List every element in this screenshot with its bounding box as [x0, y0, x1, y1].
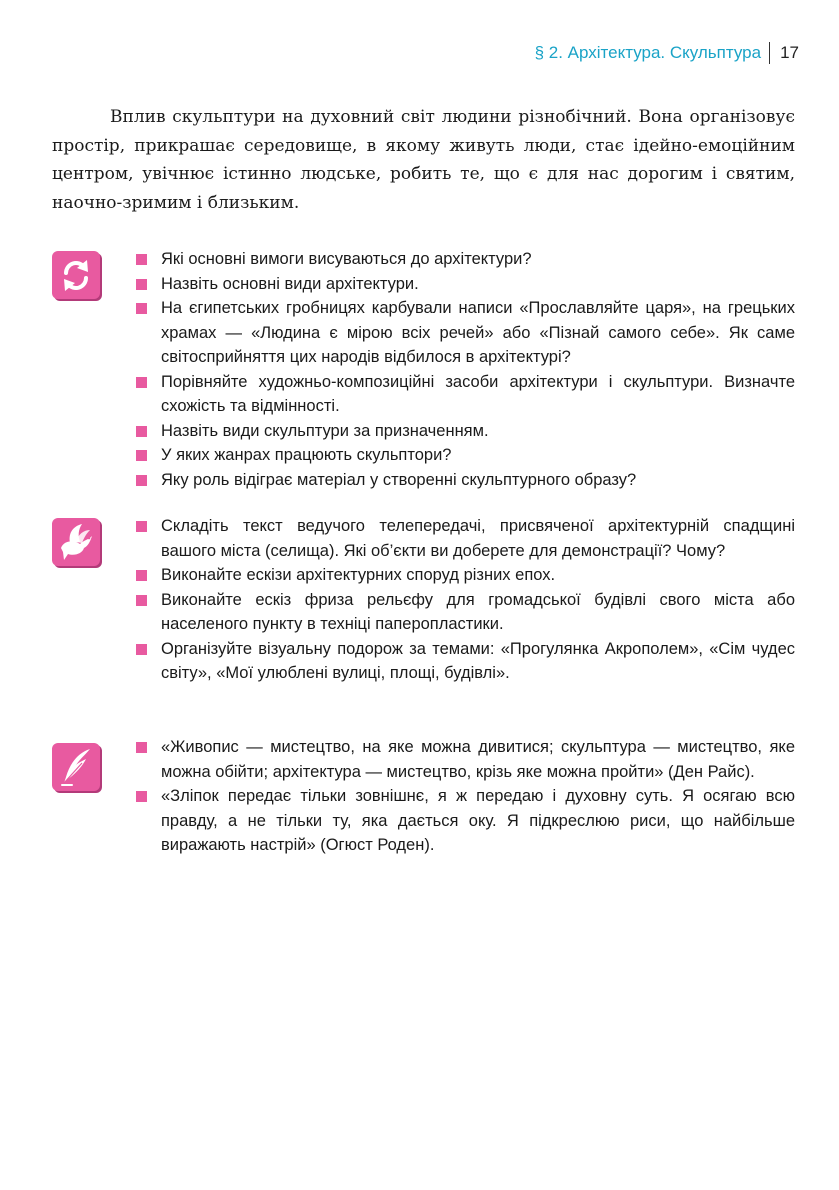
quotes-list — [136, 735, 795, 858]
section-title: § 2. Архітектура. Скульптура — [534, 43, 762, 62]
tasks-block — [52, 514, 795, 714]
task-item: Організуйте візуальну подорож за темами: «Прогулянка Акрополем», «Сім чудес світу», «Мої улюблені вулиці, площі, будівлі». — [136, 637, 795, 686]
quote-item: «Живопис — мистецтво, на яке можна дивитися; скульптура — мистецтво, яке можна обійти; архітектура — мистецтво, крізь яке можна пройти» (Ден Райс). — [136, 735, 795, 784]
quote-item: «Зліпок передає тільки зовнішнє, я ж передаю і духовну суть. Я осягаю всю правду, а не тільки ту, яка дається оку. Я підкреслюю риси, що найбільше виражають настрій» (Огюст Роден). — [136, 784, 795, 858]
header-divider — [769, 42, 770, 64]
running-head — [535, 40, 799, 66]
task-item: Виконайте ескіз фриза рельєфу для громадської будівлі свого міста або населеного пункту в техніці паперопластики. — [136, 588, 795, 637]
question-item: Назвіть види скульптури за призначенням. — [136, 419, 795, 444]
task-item: Виконайте ескізи архітектурних споруд різних епох. — [136, 563, 795, 588]
question-item: Яку роль відіграє матеріал у створенні скульптурного образу? — [136, 468, 795, 493]
quotes-block — [52, 735, 795, 885]
quill-icon — [52, 743, 100, 791]
task-item: Складіть текст ведучого телепередачі, присвяченої архітектурній спадщині вашого міста (селища). Які об’єкти ви доберете для демонстрації? Чому? — [136, 514, 795, 563]
questions-block — [52, 247, 795, 492]
question-item: Назвіть основні види архітектури. — [136, 272, 795, 297]
refresh-icon — [52, 251, 100, 299]
question-item: Які основні вимоги висуваються до архітектури? — [136, 247, 795, 272]
question-item: Порівняйте художньо-композиційні засоби архітектури і скульптури. Визначте схожість та відмінності. — [136, 370, 795, 419]
questions-list — [136, 247, 795, 492]
tasks-list — [136, 514, 795, 686]
page-number: 17 — [780, 43, 799, 62]
intro-paragraph: Вплив скульптури на духовний світ людини різнобічний. Вона організовує простір, прикрашає середовище, в якому живуть люди, стає ідейно-емоційним центром, увічнює істинно людське, робить те, що є для нас дорогим і святим, наочно-зримим і близьким. — [52, 107, 795, 213]
question-item: На єгипетських гробницях карбували написи «Прославляйте царя», на грецьких храмах — «Людина є мірою всіх речей» або «Пізнай самого себе». Як саме світосприйняття цих народів відбилося в архітектурі? — [136, 296, 795, 370]
pegasus-icon — [52, 518, 100, 566]
question-item: У яких жанрах працюють скульптори? — [136, 443, 795, 468]
